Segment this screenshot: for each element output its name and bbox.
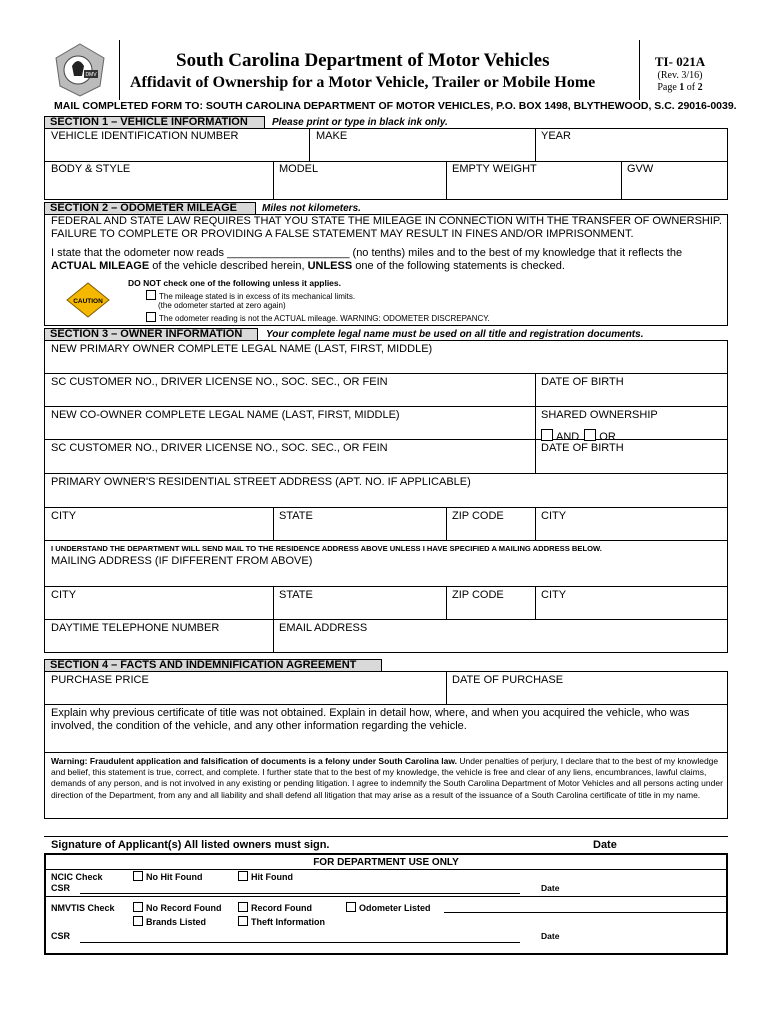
caution-icon <box>66 282 110 318</box>
form-number: TI- 021A <box>654 54 706 69</box>
and-label: AND <box>556 431 580 443</box>
statement2-end: one of the following statements is checked. <box>352 260 565 272</box>
law-line-1: FEDERAL AND STATE LAW REQUIRES THAT YOU STATE THE MILEAGE IN CONNECTION WITH THE TRANSFER OF OWNERSHIP. <box>51 215 722 227</box>
actual-mileage-statement <box>51 260 565 273</box>
page-number: 1 <box>679 82 685 93</box>
record-label: Record Found <box>251 903 312 913</box>
empty-weight-field[interactable]: EMPTY WEIGHT <box>452 163 537 175</box>
county-field[interactable]: CITY <box>541 510 567 522</box>
opt1-label: The mileage stated is in excess of its mechanical limits. <box>159 292 356 301</box>
record-checkbox[interactable] <box>238 902 248 912</box>
city-field[interactable]: CITY <box>51 510 77 522</box>
warning-statement <box>51 756 725 801</box>
hit-checkbox[interactable] <box>238 871 248 881</box>
signature-date-field[interactable]: Date <box>593 839 617 851</box>
odometer-statement <box>51 247 682 260</box>
section1-header: SECTION 1 – VEHICLE INFORMATION <box>44 116 265 129</box>
not-actual-checkbox[interactable] <box>146 312 156 322</box>
signature-field[interactable]: Signature of Applicant(s) All listed owners must sign. <box>51 839 330 851</box>
theft-info-checkbox[interactable] <box>238 916 248 926</box>
year-field[interactable]: YEAR <box>541 130 571 142</box>
odometer-listed-option[interactable] <box>346 902 431 915</box>
odometer-listed-label: Odometer Listed <box>359 903 431 913</box>
no-record-label: No Record Found <box>146 903 222 913</box>
co-owner-customer-no-field[interactable]: SC CUSTOMER NO., DRIVER LICENSE NO., SOC. SEC., OR FEIN <box>51 442 388 454</box>
date1-field[interactable]: Date <box>541 883 560 893</box>
mailing-state-field[interactable]: STATE <box>279 589 313 601</box>
no-hit-checkbox[interactable] <box>133 871 143 881</box>
co-owner-name-field[interactable]: NEW CO-OWNER COMPLETE LEGAL NAME (LAST, FIRST, MIDDLE) <box>51 409 400 421</box>
body-style-field[interactable]: BODY & STYLE <box>51 163 131 175</box>
section3-note: Your complete legal name must be used on all title and registration documents. <box>266 329 644 340</box>
purchase-price-field[interactable]: PURCHASE PRICE <box>51 674 149 686</box>
no-hit-label: No Hit Found <box>146 872 203 882</box>
page-label: Page <box>657 82 677 93</box>
page-indicator <box>640 82 720 93</box>
make-field[interactable]: MAKE <box>316 130 348 142</box>
mailing-zip-field[interactable]: ZIP CODE <box>452 589 504 601</box>
option-not-actual[interactable] <box>146 312 490 324</box>
hit-label: Hit Found <box>251 872 293 882</box>
mailing-county-field[interactable]: CITY <box>541 589 567 601</box>
state-field[interactable]: STATE <box>279 510 313 522</box>
model-field[interactable]: MODEL <box>279 163 319 175</box>
mechanical-limits-checkbox[interactable] <box>146 290 156 300</box>
nmvtis-check-label: NMVTIS Check <box>51 903 115 913</box>
section3-header: SECTION 3 – OWNER INFORMATION <box>44 328 258 341</box>
law-line-2: FAILURE TO COMPLETE OR PROVIDING A FALSE STATEMENT MAY RESULT IN FINES AND/OR IMPRISONMENT. <box>51 228 634 240</box>
or-checkbox[interactable] <box>584 429 596 441</box>
actual-mileage-text: ACTUAL MILEAGE <box>51 260 150 272</box>
explanation-field[interactable]: Explain why previous certificate of title was not obtained. Explain in detail how, where, and when you acquired the vehicle, who was involved, the condition of the vehicle, and any other information regarding the vehicle. <box>51 707 690 732</box>
and-checkbox[interactable] <box>541 429 553 441</box>
section2-note: Miles not kilometers. <box>262 203 361 214</box>
zip-field[interactable]: ZIP CODE <box>452 510 504 522</box>
csr1-field[interactable]: CSR <box>51 883 71 893</box>
shared-ownership-label: SHARED OWNERSHIP <box>541 409 658 421</box>
page-of: of <box>686 82 696 93</box>
hit-option[interactable] <box>238 871 293 884</box>
no-hit-option[interactable] <box>133 871 202 884</box>
section4-header: SECTION 4 – FACTS AND INDEMNIFICATION AGREEMENT <box>44 659 382 672</box>
no-record-option[interactable] <box>133 902 222 915</box>
dept-use-title: FOR DEPARTMENT USE ONLY <box>313 857 459 868</box>
residential-address-field[interactable]: PRIMARY OWNER'S RESIDENTIAL STREET ADDRESS (APT. NO. IF APPLICABLE) <box>51 476 471 488</box>
theft-info-option[interactable] <box>238 916 325 929</box>
brands-listed-label: Brands Listed <box>146 917 207 927</box>
primary-customer-no-field[interactable]: SC CUSTOMER NO., DRIVER LICENSE NO., SOC. SEC., OR FEIN <box>51 376 388 388</box>
brands-listed-checkbox[interactable] <box>133 916 143 926</box>
warning-bold: Warning: Fraudulent application and falsification of documents is a felony under South Carolina law. <box>51 756 457 766</box>
record-option[interactable] <box>238 902 312 915</box>
statement-start: I state that the odometer now reads <box>51 247 228 259</box>
dmv-logo <box>52 42 108 98</box>
theft-info-label: Theft Information <box>251 917 325 927</box>
primary-owner-name-field[interactable]: NEW PRIMARY OWNER COMPLETE LEGAL NAME (LAST, FIRST, MIDDLE) <box>51 343 433 355</box>
section2-header: SECTION 2 – ODOMETER MILEAGE <box>44 202 256 215</box>
no-record-checkbox[interactable] <box>133 902 143 912</box>
vin-field[interactable]: VEHICLE IDENTIFICATION NUMBER <box>51 130 239 142</box>
phone-field[interactable]: DAYTIME TELEPHONE NUMBER <box>51 622 220 634</box>
statement2-mid: of the vehicle described herein, <box>149 260 308 272</box>
csr2-field[interactable]: CSR <box>51 931 71 941</box>
do-not-check-note: DO NOT check one of the following unless it applies. <box>128 278 341 288</box>
section1-note: Please print or type in black ink only. <box>272 117 448 128</box>
primary-dob-field[interactable]: DATE OF BIRTH <box>541 376 624 388</box>
form-title: South Carolina Department of Motor Vehicles <box>176 50 550 71</box>
header-divider-left <box>119 40 120 100</box>
revision: (Rev. 3/16) <box>657 70 703 81</box>
option-mechanical-note: (the odometer started at zero again) <box>158 301 286 310</box>
date-of-purchase-field[interactable]: DATE OF PURCHASE <box>452 674 564 686</box>
statement-end: (no tenths) miles and to the best of my knowledge that it reflects the <box>349 247 683 259</box>
ncic-check-label: NCIC Check <box>51 872 103 882</box>
warning-text: Under penalties of perjury, I declare that to the best of my knowledge and belief, this statement is true, correct, and complete. I further state that to the best of my knowledge, the vehicle is free and clear of any liens, encumbrances, lawful claims, demands of any person, and is not involved in any existing or pending litigation. I agree to indemnify the South Carolina Department of Motor Vehicles and all persons acting under direction of the Department, from any and all liability and shall defend all litigation that may arise as a result of the issuance of a South Carolina certificate of title in my name. <box>51 756 723 800</box>
mailing-address-field[interactable]: MAILING ADDRESS (IF DIFFERENT FROM ABOVE) <box>51 555 313 567</box>
email-field[interactable]: EMAIL ADDRESS <box>279 622 368 634</box>
opt2-label: The odometer reading is not the ACTUAL mileage. WARNING: ODOMETER DISCREPANCY. <box>159 314 490 323</box>
odometer-listed-checkbox[interactable] <box>346 902 356 912</box>
or-label: OR <box>599 431 616 443</box>
form-subtitle: Affidavit of Ownership for a Motor Vehicle, Trailer or Mobile Home <box>130 74 596 91</box>
odometer-reading-field[interactable]: ____________________ <box>227 247 350 259</box>
logo-text: DMV <box>85 72 97 78</box>
mail-address-notice: I UNDERSTAND THE DEPARTMENT WILL SEND MAIL TO THE RESIDENCE ADDRESS ABOVE UNLESS I HAVE SPECIFIED A MAILING ADDRESS BELOW. <box>51 544 602 553</box>
mailing-city-field[interactable]: CITY <box>51 589 77 601</box>
unless-text: UNLESS <box>307 260 353 272</box>
date2-field[interactable]: Date <box>541 931 560 941</box>
page-total: 2 <box>697 82 703 93</box>
brands-listed-option[interactable] <box>133 916 206 929</box>
signature-line <box>44 836 728 837</box>
caution-text: CAUTION <box>73 298 103 305</box>
gvw-field[interactable]: GVW <box>627 163 654 175</box>
mail-instructions: MAIL COMPLETED FORM TO: SOUTH CAROLINA DEPARTMENT OF MOTOR VEHICLES, P.O. BOX 1498, BLYTHEWOOD, S.C. 29016-0039. <box>54 100 737 112</box>
co-owner-dob-field[interactable]: DATE OF BIRTH <box>541 442 624 454</box>
